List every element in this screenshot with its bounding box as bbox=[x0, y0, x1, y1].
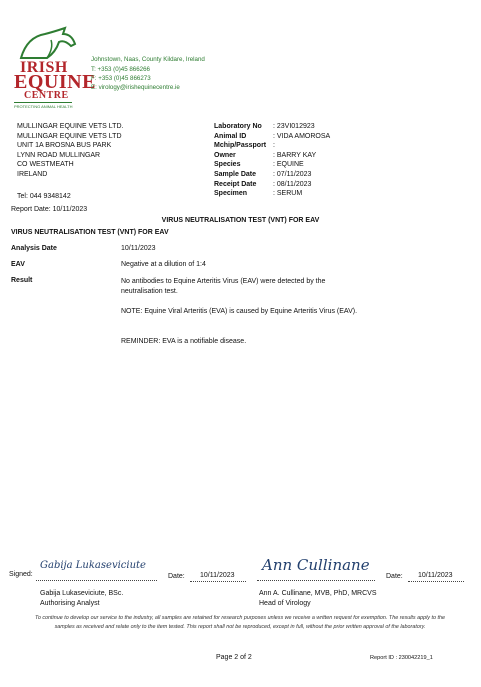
test-title: VIRUS NEUTRALISATION TEST (VNT) FOR EAV bbox=[11, 229, 169, 236]
right-signature: Ann Cullinane bbox=[262, 556, 370, 574]
left-name: Gabija Lukaseviciute, BSc. bbox=[40, 590, 124, 597]
right-date-label: Date: bbox=[386, 573, 403, 580]
client-line: MULLINGAR EQUINE VETS LTD bbox=[17, 132, 122, 140]
footer-disclaimer: To continue to develop our service to the industry, all samples are retained for research purposes unless we receive a written request for exemption. The results apply to the samples as received and relate only to the item tested. This report shall not be reproduced, except in full, without the prior written approval of the laboratory. bbox=[35, 615, 445, 630]
logo-tagline: PROTECTING ANIMAL HEALTH bbox=[14, 104, 73, 109]
right-date-line bbox=[408, 581, 464, 582]
detail-value: : bbox=[273, 142, 275, 150]
eav-label: EAV bbox=[11, 261, 25, 268]
contact-tel: T: +353 (0)45 866266 bbox=[91, 66, 150, 73]
detail-label: Animal ID bbox=[214, 132, 247, 140]
left-date-label: Date: bbox=[168, 573, 185, 580]
detail-value: : EQUINE bbox=[273, 161, 304, 169]
right-date: 10/11/2023 bbox=[418, 572, 453, 579]
test-title-center: VIRUS NEUTRALISATION TEST (VNT) FOR EAV bbox=[161, 217, 320, 224]
client-tel: Tel: 044 9348142 bbox=[17, 193, 71, 200]
client-line: LYNN ROAD MULLINGAR bbox=[17, 151, 101, 159]
client-line: UNIT 1A BROSNA BUS PARK bbox=[17, 142, 112, 150]
detail-value: : SERUM bbox=[273, 190, 303, 198]
report-date: Report Date: 10/11/2023 bbox=[11, 206, 88, 213]
logo-irish: IRISH bbox=[20, 59, 68, 76]
page-number: Page 2 of 2 bbox=[216, 654, 252, 661]
detail-label: Mchip/Passport bbox=[214, 142, 267, 150]
detail-value: : 23VI012923 bbox=[273, 123, 315, 130]
left-date-line bbox=[190, 581, 246, 582]
detail-value: : BARRY KAY bbox=[273, 151, 317, 159]
signed-label: Signed: bbox=[9, 571, 33, 578]
detail-label: Laboratory No bbox=[214, 123, 262, 130]
report-id: Report ID : 230042219_1 bbox=[370, 655, 433, 661]
detail-value: : 08/11/2023 bbox=[273, 180, 312, 188]
result-label: Result bbox=[11, 277, 33, 284]
analysis-date-value: 10/11/2023 bbox=[121, 245, 156, 252]
left-signature: Gabija Lukaseviciute bbox=[40, 560, 146, 571]
client-line: MULLINGAR EQUINE VETS LTD. bbox=[17, 123, 124, 130]
result-text: No antibodies to Equine Arteritis Virus (EAV) were detected by the neutralisation test. bbox=[121, 278, 326, 295]
detail-label: Species bbox=[214, 161, 241, 169]
logo-equine: EQUINE bbox=[14, 71, 96, 93]
left-date: 10/11/2023 bbox=[200, 572, 235, 579]
eav-value: Negative at a dilution of 1:4 bbox=[121, 261, 206, 268]
left-signature-line bbox=[36, 580, 157, 581]
client-line: IRELAND bbox=[17, 170, 48, 178]
sample-details bbox=[214, 122, 330, 199]
right-title: Head of Virology bbox=[259, 600, 311, 607]
left-title: Authorising Analyst bbox=[40, 600, 100, 607]
detail-label: Sample Date bbox=[214, 170, 257, 178]
right-signature-line bbox=[257, 580, 375, 581]
detail-value: : 07/11/2023 bbox=[273, 170, 312, 178]
detail-value: : VIDA AMOROSA bbox=[273, 132, 331, 140]
right-name: Ann A. Cullinane, MVB, PhD, MRCVS bbox=[259, 590, 377, 597]
contact-email: E: virology@irishequinecentre.ie bbox=[91, 84, 180, 91]
contact-fax: F: +353 (0)45 866273 bbox=[91, 75, 151, 82]
detail-label: Owner bbox=[214, 151, 236, 159]
result-reminder: REMINDER: EVA is a notifiable disease. bbox=[121, 338, 247, 345]
result-note: NOTE: Equine Viral Arteritis (EVA) is caused by Equine Arteritis Virus (EAV). bbox=[121, 308, 358, 315]
logo-centre: CENTRE bbox=[24, 90, 69, 101]
horse-head-icon bbox=[17, 26, 79, 62]
contact-address: Johnstown, Naas, County Kildare, Ireland bbox=[91, 56, 205, 63]
analysis-date-label: Analysis Date bbox=[11, 245, 57, 252]
detail-label: Specimen bbox=[214, 190, 248, 198]
client-address bbox=[17, 122, 123, 180]
detail-label: Receipt Date bbox=[214, 180, 257, 188]
client-line: CO WESTMEATH bbox=[17, 161, 74, 169]
